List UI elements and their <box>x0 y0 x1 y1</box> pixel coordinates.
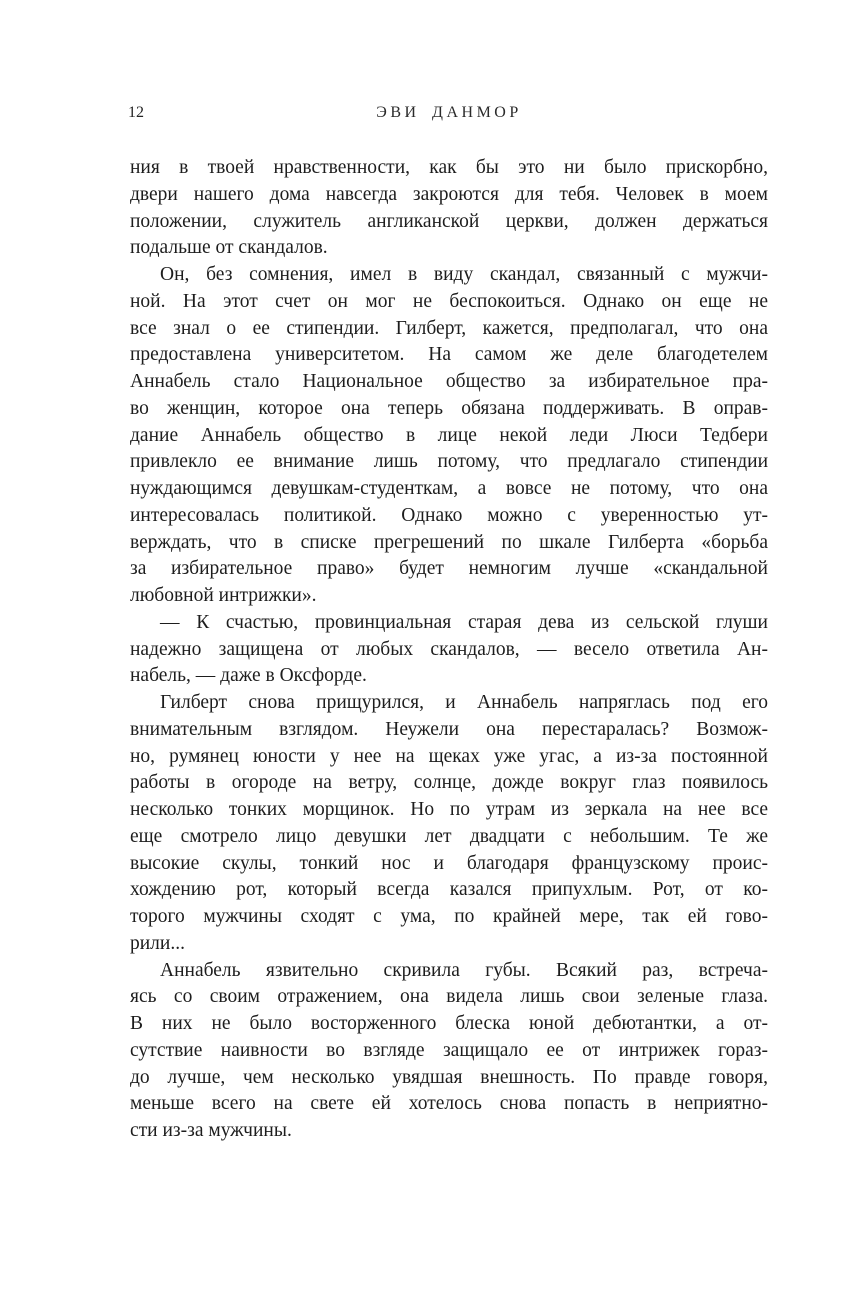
text-line: внимательным взглядом. Неужели она перестаралась? Возмож- <box>130 718 768 740</box>
text-line: ясь со своим отражением, она видела лишь свои зеленые глаза. <box>130 986 768 1008</box>
text-line: двери нашего дома навсегда закроются для тебя. Человек в моем <box>130 183 768 205</box>
text-line: набель, — даже в Оксфорде. <box>130 665 367 687</box>
text-line: но, румянец юности у нее на щеках уже угас, а из-за постоянной <box>130 745 768 767</box>
text-line: любовной интрижки». <box>130 585 317 606</box>
text-line: несколько тонких морщинок. Но по утрам из зеркала на нее все <box>130 799 768 820</box>
text-line: рили... <box>130 932 185 954</box>
text-line: положении, служитель англиканской церкви, должен держаться <box>130 210 768 232</box>
text-line: за избирательное право» будет немногим лучше «скандальной <box>130 558 768 580</box>
text-line: работы в огороде на ветру, солнце, дожде вокруг глаз появилось <box>130 772 768 794</box>
text-line: все знал о ее стипендии. Гилберт, кажется, предполагал, что она <box>130 317 768 339</box>
text-line: до лучше, чем несколько увядшая внешность. По правде говоря, <box>130 1066 768 1088</box>
text-line: ния в твоей нравственности, как бы это ни было прискорбно, <box>130 157 768 178</box>
text-line: хождению рот, который всегда казался припухлым. Рот, от ко- <box>130 879 768 901</box>
text-line: нуждающимся девушкам-студенткам, а вовсе не потому, что она <box>130 478 768 499</box>
text-line: — К счастью, провинциальная старая дева из сельской глуши <box>160 611 768 633</box>
paragraph <box>130 262 768 610</box>
text-line: высокие скулы, тонкий нос и благодаря французскому проис- <box>130 852 768 874</box>
paragraph <box>130 610 768 690</box>
text-line: надежно защищена от любых скандалов, — весело ответила Ан- <box>130 638 768 660</box>
text-line: Он, без сомнения, имел в виду скандал, связанный с мужчи- <box>160 264 768 285</box>
text-line: предоставлена университетом. На самом же деле благодетелем <box>130 344 768 366</box>
text-line: подальше от скандалов. <box>130 237 328 259</box>
text-line: сутствие наивности во взгляде защищало ее от интрижек гораз- <box>130 1039 768 1061</box>
text-block <box>130 155 768 1145</box>
text-line: Аннабель язвительно скривила губы. Всякий раз, встреча- <box>160 959 768 981</box>
paragraph <box>130 155 768 262</box>
text-line: интересовалась политикой. Однако можно с уверенностью ут- <box>130 504 768 526</box>
text-line: Аннабель стало Национальное общество за избирательное пра- <box>130 371 768 392</box>
text-line: ной. На этот счет он мог не беспокоиться. Однако он еще не <box>130 290 768 312</box>
text-line: торого мужчины сходят с ума, по крайней мере, так ей гово- <box>130 906 768 927</box>
text-line: В них не было восторженного блеска юной дебютантки, а от- <box>130 1013 768 1034</box>
text-line: меньше всего на свете ей хотелось снова попасть в неприятно- <box>130 1093 768 1115</box>
text-line: сти из-за мужчины. <box>130 1120 292 1141</box>
text-line: привлекло ее внимание лишь потому, что предлагало стипендии <box>130 451 768 473</box>
text-line: Гилберт снова прищурился, и Аннабель напряглась под его <box>160 692 768 713</box>
text-line: во женщин, которое она теперь обязана поддерживать. В оправ- <box>130 397 768 419</box>
paragraph <box>130 690 768 958</box>
text-line: дание Аннабель общество в лице некой леди Люси Тедбери <box>130 424 768 446</box>
paragraph <box>130 958 768 1145</box>
page-number: 12 <box>128 104 144 121</box>
running-head-title: ЭВИ ДАНМОР <box>376 104 522 121</box>
text-line: верждать, что в списке прегрешений по шкале Гилберта «борьба <box>130 531 768 553</box>
text-line: еще смотрело лицо девушки лет двадцати с небольшим. Те же <box>130 825 768 847</box>
